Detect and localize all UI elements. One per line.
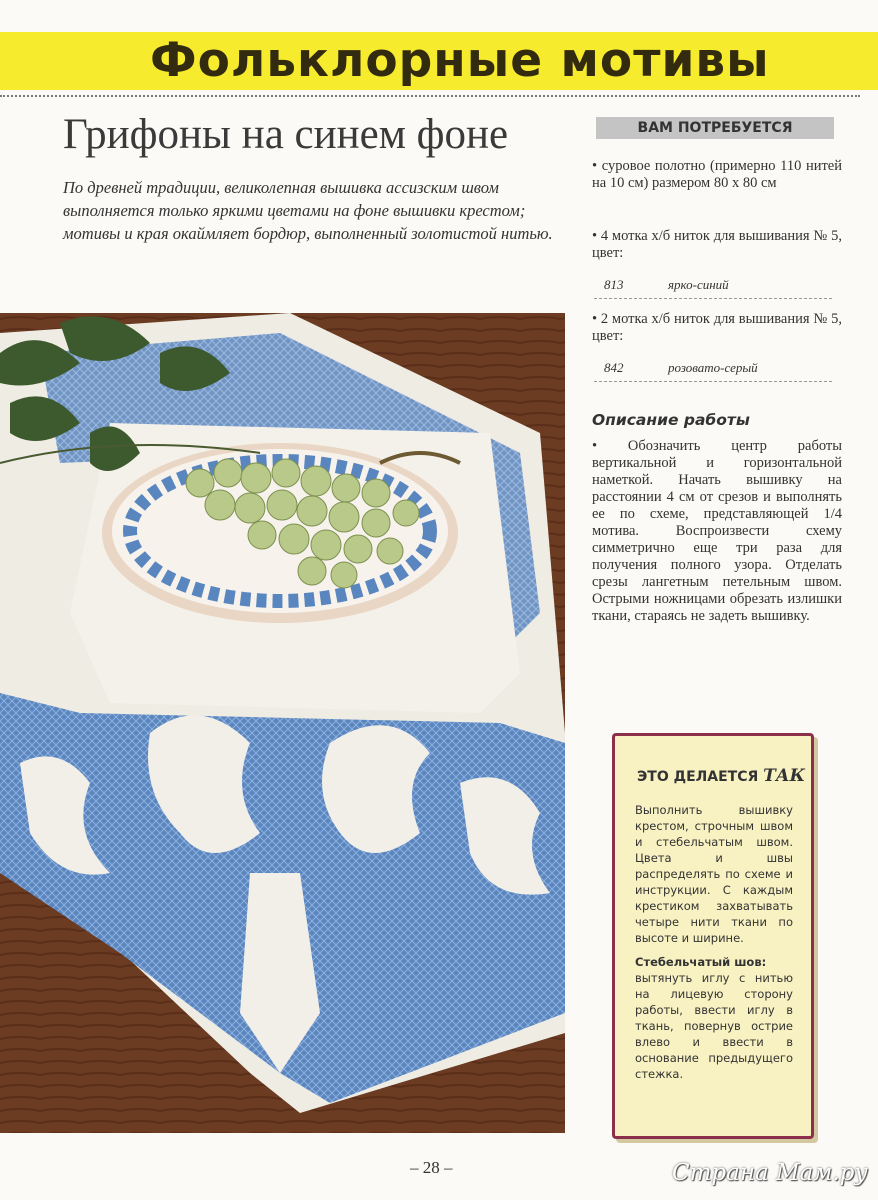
materials-item-thread-grey: • 2 мотка х/б ниток для вышивания № 5, цвет: (592, 311, 842, 344)
color-code: 813 (604, 277, 624, 292)
tablecloth-photo (0, 313, 565, 1133)
color-name: розовато-серый (668, 360, 758, 375)
color-name: ярко-синий (668, 277, 729, 292)
howto-header-script: ТАК (763, 766, 806, 786)
stem-stitch-text: вытянуть иглу с нитью на лицевую сторону работы, ввести иглу в ткань, повернув острие влево и ввести в основание предыдущего стежка. (635, 971, 793, 1081)
section-title: Фольклорные мотивы (150, 33, 770, 88)
watermark: Страна Мам.ру (672, 1160, 868, 1186)
howto-box (612, 733, 814, 1139)
description-text: • Обозначить центр работы вертикальной и горизонтальной наметкой. Начать вышивку на расстоянии 4 см от срезов и выполнять ее по схеме, представляющей 1/4 мотива. Воспроизвести схему симметрично еще три раза для получения полного узора. Отделать срезы лангетным петельным швом. Острыми ножницами обрезать излишки ткани, стараясь не задеть вышивку. (592, 438, 842, 624)
dotted-divider (0, 95, 860, 97)
dashed-divider (594, 298, 832, 299)
materials-header: ВАМ ПОТРЕБУЕТСЯ (596, 117, 834, 139)
howto-header-label: ЭТО ДЕЛАЕТСЯ (637, 769, 759, 785)
page-title: Грифоны на синем фоне (63, 111, 509, 158)
materials-item-thread-blue: • 4 мотка х/б ниток для вышивания № 5, цвет: (592, 228, 842, 261)
page-number: – 28 – (410, 1158, 453, 1177)
howto-header (637, 766, 805, 786)
description-header: Описание работы (592, 411, 750, 429)
materials-item-canvas: • суровое полотно (примерно 110 нитей на 10 см) размером 80 х 80 см (592, 158, 842, 191)
dashed-divider (594, 381, 832, 382)
stem-stitch-header: Стебельчатый шов: (635, 955, 767, 969)
howto-text: Выполнить вышивку крестом, строчным швом и стебельчатым швом. Цвета и швы распределять по схеме и инструкции. С каждым крестиком захватывать четыре нити ткани по высоте и ширине. (635, 803, 793, 945)
intro-text: По древней традиции, великолепная вышивка ассизским швом выполняется только яркими цветами на фоне вышивки крестом; мотивы и края окаймляет бордюр, выполненный золотистой нитью. (63, 178, 553, 243)
color-code: 842 (604, 360, 624, 375)
howto-body (635, 802, 793, 1082)
